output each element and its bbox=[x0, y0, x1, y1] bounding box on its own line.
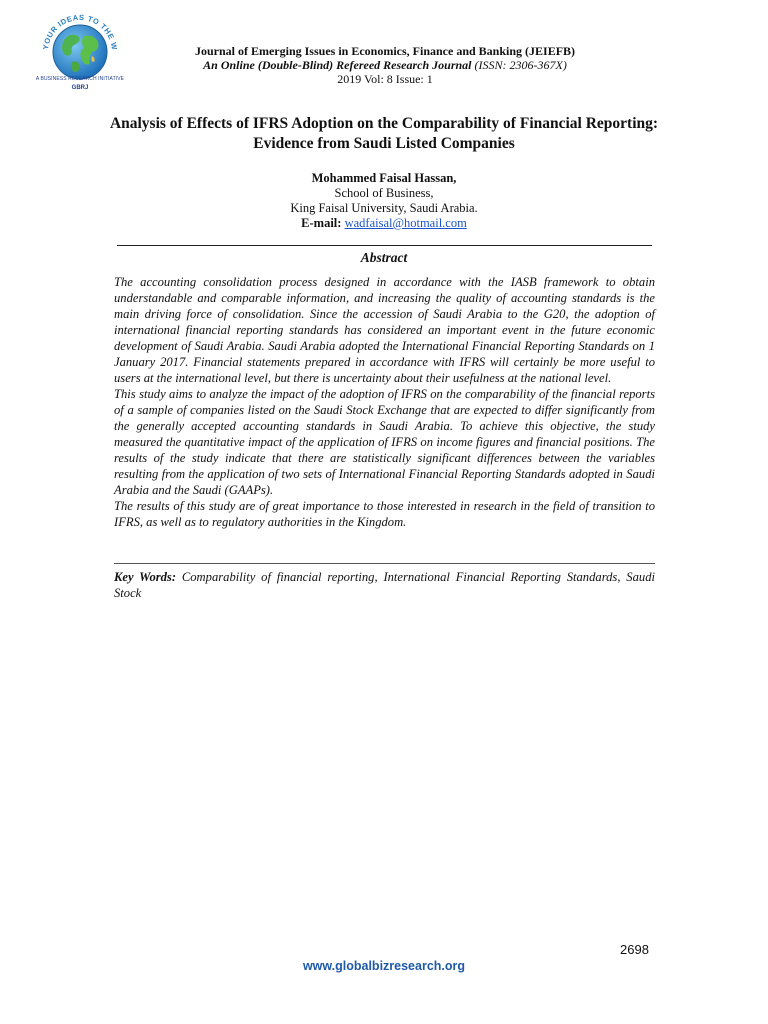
author-name: Mohammed Faisal Hassan, bbox=[311, 171, 457, 185]
author-email-line bbox=[200, 216, 568, 231]
journal-issn: (ISSN: 2306-367X) bbox=[474, 58, 567, 72]
author-department: School of Business, bbox=[334, 186, 434, 200]
author-block bbox=[200, 171, 568, 231]
logo-abbreviation: GBRJ bbox=[71, 85, 89, 91]
abstract-divider bbox=[114, 563, 655, 564]
header-divider bbox=[117, 245, 652, 246]
website-link[interactable]: www.globalbizresearch.org bbox=[302, 959, 466, 973]
keywords-text: Comparability of financial reporting, International Financial Reporting Standards, Saudi Stock bbox=[114, 570, 655, 600]
page-number: 2698 bbox=[620, 942, 649, 957]
author-institution: King Faisal University, Saudi Arabia. bbox=[290, 201, 478, 215]
abstract-paragraph: The results of this study are of great importance to those interested in research in the field of transition to IFRS, as well as to regulatory authorities in the Kingdom. bbox=[114, 499, 655, 529]
journal-name: Journal of Emerging Issues in Economics, Finance and Banking (JEIEFB) bbox=[194, 44, 576, 58]
email-label: E-mail: bbox=[301, 216, 342, 230]
journal-subtitle bbox=[130, 58, 640, 72]
author-email-link[interactable]: wadfaisal@hotmail.com bbox=[344, 216, 467, 230]
abstract-body bbox=[114, 274, 655, 530]
journal-header bbox=[130, 44, 640, 86]
abstract-paragraph: The accounting consolidation process designed in accordance with the IASB framework to obtain understandable and comparable information, and increasing the quality of accounting standards is the main driving force of consolidation. Since the accession of Saudi Arabia to the G20, the adoption of international financial reporting standards has considered an important event in the future economic development of Saudi Arabia. Saudi Arabia adopted the International Financial Reporting Standards on 1 January 2017. Financial statements prepared in accordance with IFRS will certainly be more useful to users at the international level, but there is uncertainty about their usefulness at the national level. bbox=[114, 275, 655, 385]
abstract-heading: Abstract bbox=[360, 250, 408, 265]
journal-volume: 2019 Vol: 8 Issue: 1 bbox=[337, 72, 433, 86]
logo-ring-text: YOUR IDEAS TO THE W bbox=[41, 12, 120, 51]
journal-subtitle-text: An Online (Double-Blind) Refereed Research Journal bbox=[203, 58, 472, 72]
keywords-label: Key Words: bbox=[114, 570, 177, 584]
abstract-paragraph: This study aims to analyze the impact of the adoption of IFRS on the comparability of the financial reports of a sample of companies listed on the Saudi Stock Exchange that are expected to differ significantly from the generally accepted accounting standards in Saudi Arabia. To achieve this objective, the study measured the quantitative impact of the application of IFRS on income figures and financial positions. The results of the study indicate that there are statistically significant differences between the variables resulting from the application of two sets of International Financial Reporting Standards adopted in Saudi Arabia and the Saudi (GAAPs). bbox=[114, 387, 655, 497]
keywords bbox=[114, 569, 655, 601]
logo-tagline: A BUSINESS RESEARCH INITIATIVE bbox=[35, 76, 125, 82]
paper-title: Analysis of Effects of IFRS Adoption on the Comparability of Financial Reporting: Evidence from Saudi Listed Companies bbox=[109, 115, 659, 152]
